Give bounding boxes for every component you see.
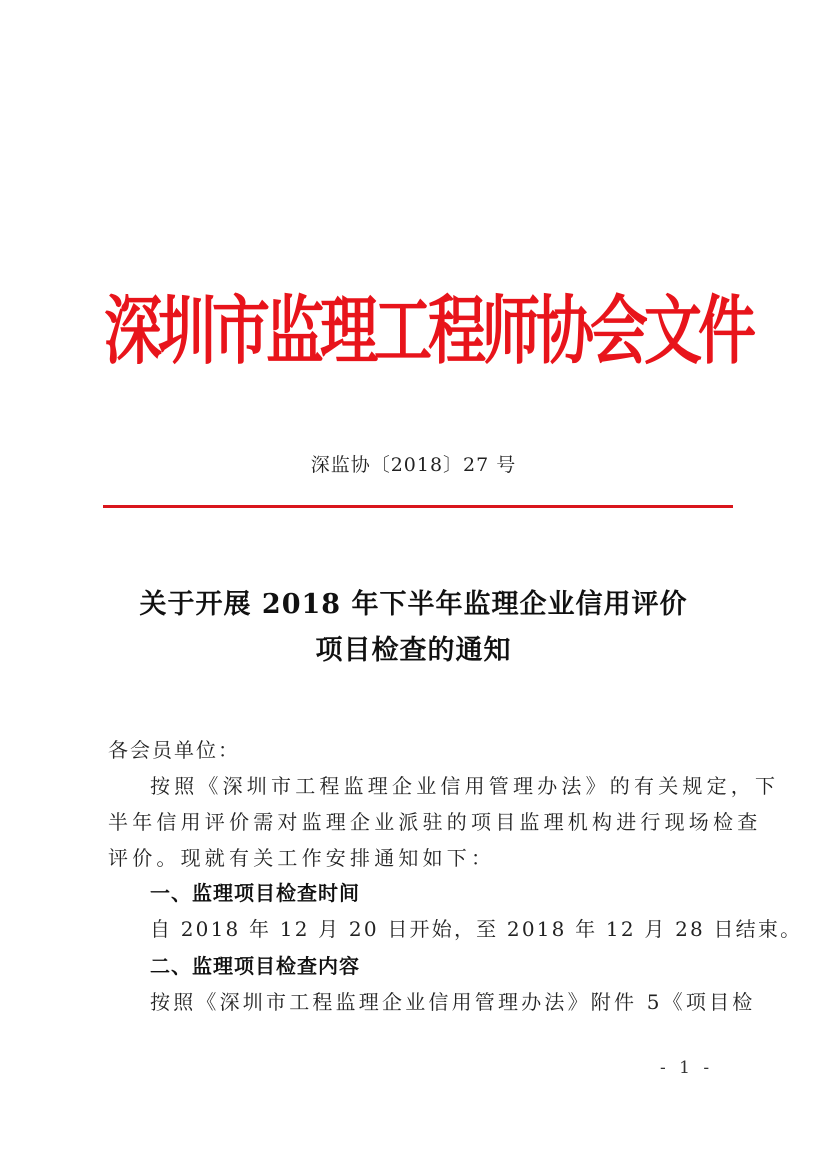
notice-title-line-2: 项目检查的通知 [315,635,512,666]
masthead-title: 深圳市监理工程师协会文件 [104,287,753,375]
red-divider-rule [103,505,733,508]
intro-paragraph-line-3: 评价。现就有关工作安排通知如下： [108,846,496,870]
intro-paragraph-line-1: 按照《深圳市工程监理企业信用管理办法》的有关规定，下 [150,774,780,798]
salutation: 各会员单位： [108,738,240,762]
section-heading-1: 一、监理项目检查时间 [150,881,360,905]
section-text-1: 自 2018 年 12 月 20 日开始，至 2018 年 12 月 28 日结束。 [150,917,803,941]
intro-paragraph-line-2: 半年信用评价需对监理企业派驻的项目监理机构进行现场检查 [108,810,762,834]
page-number: - 1 - [660,1058,714,1078]
section-text-2: 按照《深圳市工程监理企业信用管理办法》附件 5《项目检 [150,990,756,1014]
document-number: 深监协〔2018〕27 号 [310,454,517,476]
section-heading-2: 二、监理项目检查内容 [150,954,360,978]
notice-title-line-1: 关于开展 2018 年下半年监理企业信用评价 [139,589,688,620]
